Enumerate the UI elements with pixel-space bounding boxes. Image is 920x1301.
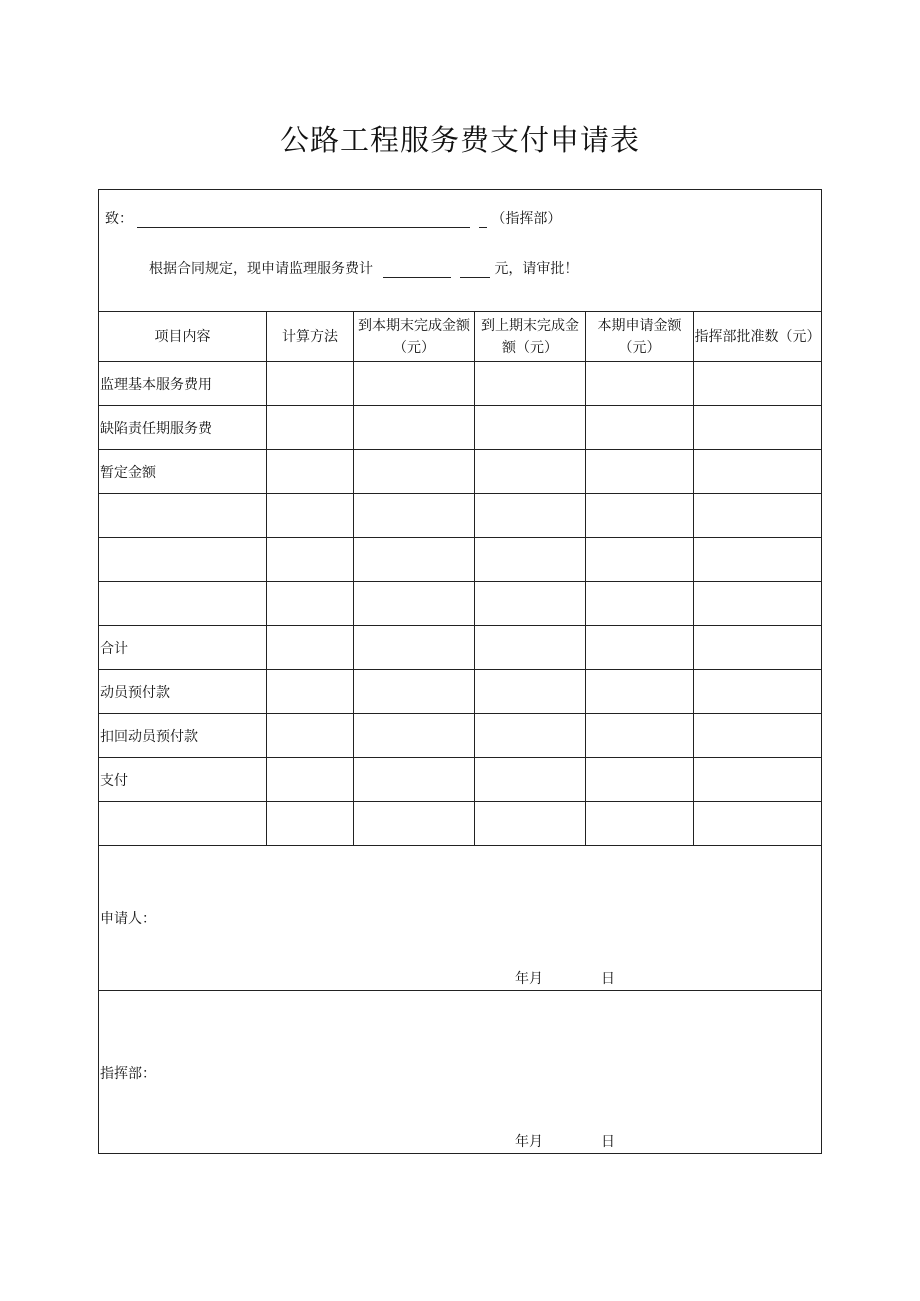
to-suffix: （指挥部） (491, 211, 562, 227)
value-cell[interactable] (354, 670, 475, 714)
value-cell[interactable] (354, 714, 475, 758)
column-header: 项目内容 (99, 312, 267, 362)
value-cell[interactable] (694, 714, 822, 758)
value-cell[interactable] (354, 758, 475, 802)
value-cell[interactable] (267, 758, 354, 802)
page-title: 公路工程服务费支付申请表 (279, 123, 640, 157)
value-cell[interactable] (586, 582, 694, 626)
value-cell[interactable] (694, 538, 822, 582)
applicant-date: 年月 日 (515, 971, 615, 987)
table-row (99, 802, 822, 846)
table-row (99, 538, 822, 582)
value-cell[interactable] (475, 406, 586, 450)
value-cell[interactable] (354, 362, 475, 406)
row-label (99, 538, 267, 582)
hq-date: 年月 日 (515, 1134, 615, 1150)
hq-label: 指挥部： (100, 1066, 156, 1082)
hq-signature-section (99, 991, 822, 1154)
row-label (99, 582, 267, 626)
value-cell[interactable] (354, 538, 475, 582)
value-cell[interactable] (586, 758, 694, 802)
value-cell[interactable] (586, 406, 694, 450)
request-line (149, 258, 578, 278)
value-cell[interactable] (267, 626, 354, 670)
row-label (99, 494, 267, 538)
row-label: 暂定金额 (99, 450, 267, 494)
applicant-signature-section (99, 846, 822, 991)
row-label: 合计 (99, 626, 267, 670)
value-cell[interactable] (694, 362, 822, 406)
row-label: 监理基本服务费用 (99, 362, 267, 406)
row-label: 动员预付款 (99, 670, 267, 714)
value-cell[interactable] (694, 450, 822, 494)
addressee-line (105, 208, 561, 228)
value-cell[interactable] (267, 582, 354, 626)
address-section (99, 190, 822, 312)
value-cell[interactable] (475, 758, 586, 802)
value-cell[interactable] (586, 626, 694, 670)
table-header-row (99, 312, 822, 362)
value-cell[interactable] (586, 450, 694, 494)
column-header: 到本期末完成金额（元） (354, 312, 475, 362)
row-label: 缺陷责任期服务费 (99, 406, 267, 450)
applicant-label: 申请人： (100, 911, 156, 927)
value-cell[interactable] (694, 582, 822, 626)
value-cell[interactable] (267, 714, 354, 758)
value-cell[interactable] (267, 362, 354, 406)
row-label (99, 802, 267, 846)
value-cell[interactable] (475, 802, 586, 846)
table-row (99, 362, 822, 406)
value-cell[interactable] (694, 670, 822, 714)
value-cell[interactable] (694, 758, 822, 802)
value-cell[interactable] (586, 802, 694, 846)
value-cell[interactable] (354, 450, 475, 494)
row-label: 支付 (99, 758, 267, 802)
table-row (99, 714, 822, 758)
table-row (99, 758, 822, 802)
value-cell[interactable] (475, 494, 586, 538)
column-header: 到上期末完成金额（元） (475, 312, 586, 362)
amount-input[interactable] (383, 263, 451, 278)
value-cell[interactable] (354, 494, 475, 538)
value-cell[interactable] (475, 714, 586, 758)
value-cell[interactable] (267, 450, 354, 494)
addressee-input[interactable] (137, 213, 470, 228)
column-header: 本期申请金额（元） (586, 312, 694, 362)
value-cell[interactable] (586, 362, 694, 406)
value-cell[interactable] (267, 802, 354, 846)
row-label: 扣回动员预付款 (99, 714, 267, 758)
payment-application-table (98, 189, 822, 1154)
value-cell[interactable] (354, 802, 475, 846)
value-cell[interactable] (586, 494, 694, 538)
value-cell[interactable] (354, 406, 475, 450)
value-cell[interactable] (586, 538, 694, 582)
table-row (99, 670, 822, 714)
value-cell[interactable] (694, 494, 822, 538)
value-cell[interactable] (586, 714, 694, 758)
value-cell[interactable] (475, 626, 586, 670)
value-cell[interactable] (694, 802, 822, 846)
value-cell[interactable] (354, 582, 475, 626)
table-row (99, 406, 822, 450)
value-cell[interactable] (694, 406, 822, 450)
value-cell[interactable] (267, 494, 354, 538)
table-row (99, 494, 822, 538)
table-row (99, 626, 822, 670)
value-cell[interactable] (267, 406, 354, 450)
value-cell[interactable] (586, 670, 694, 714)
value-cell[interactable] (475, 670, 586, 714)
column-header: 指挥部批准数（元） (694, 312, 822, 362)
request-prefix: 根据合同规定，现申请监理服务费计 (149, 261, 373, 277)
table-row (99, 582, 822, 626)
table-row (99, 450, 822, 494)
request-suffix: 元，请审批！ (494, 261, 579, 277)
value-cell[interactable] (475, 538, 586, 582)
value-cell[interactable] (475, 582, 586, 626)
value-cell[interactable] (475, 450, 586, 494)
value-cell[interactable] (694, 626, 822, 670)
value-cell[interactable] (267, 538, 354, 582)
value-cell[interactable] (354, 626, 475, 670)
value-cell[interactable] (267, 670, 354, 714)
value-cell[interactable] (475, 362, 586, 406)
column-header: 计算方法 (267, 312, 354, 362)
to-label: 致： (105, 211, 133, 227)
